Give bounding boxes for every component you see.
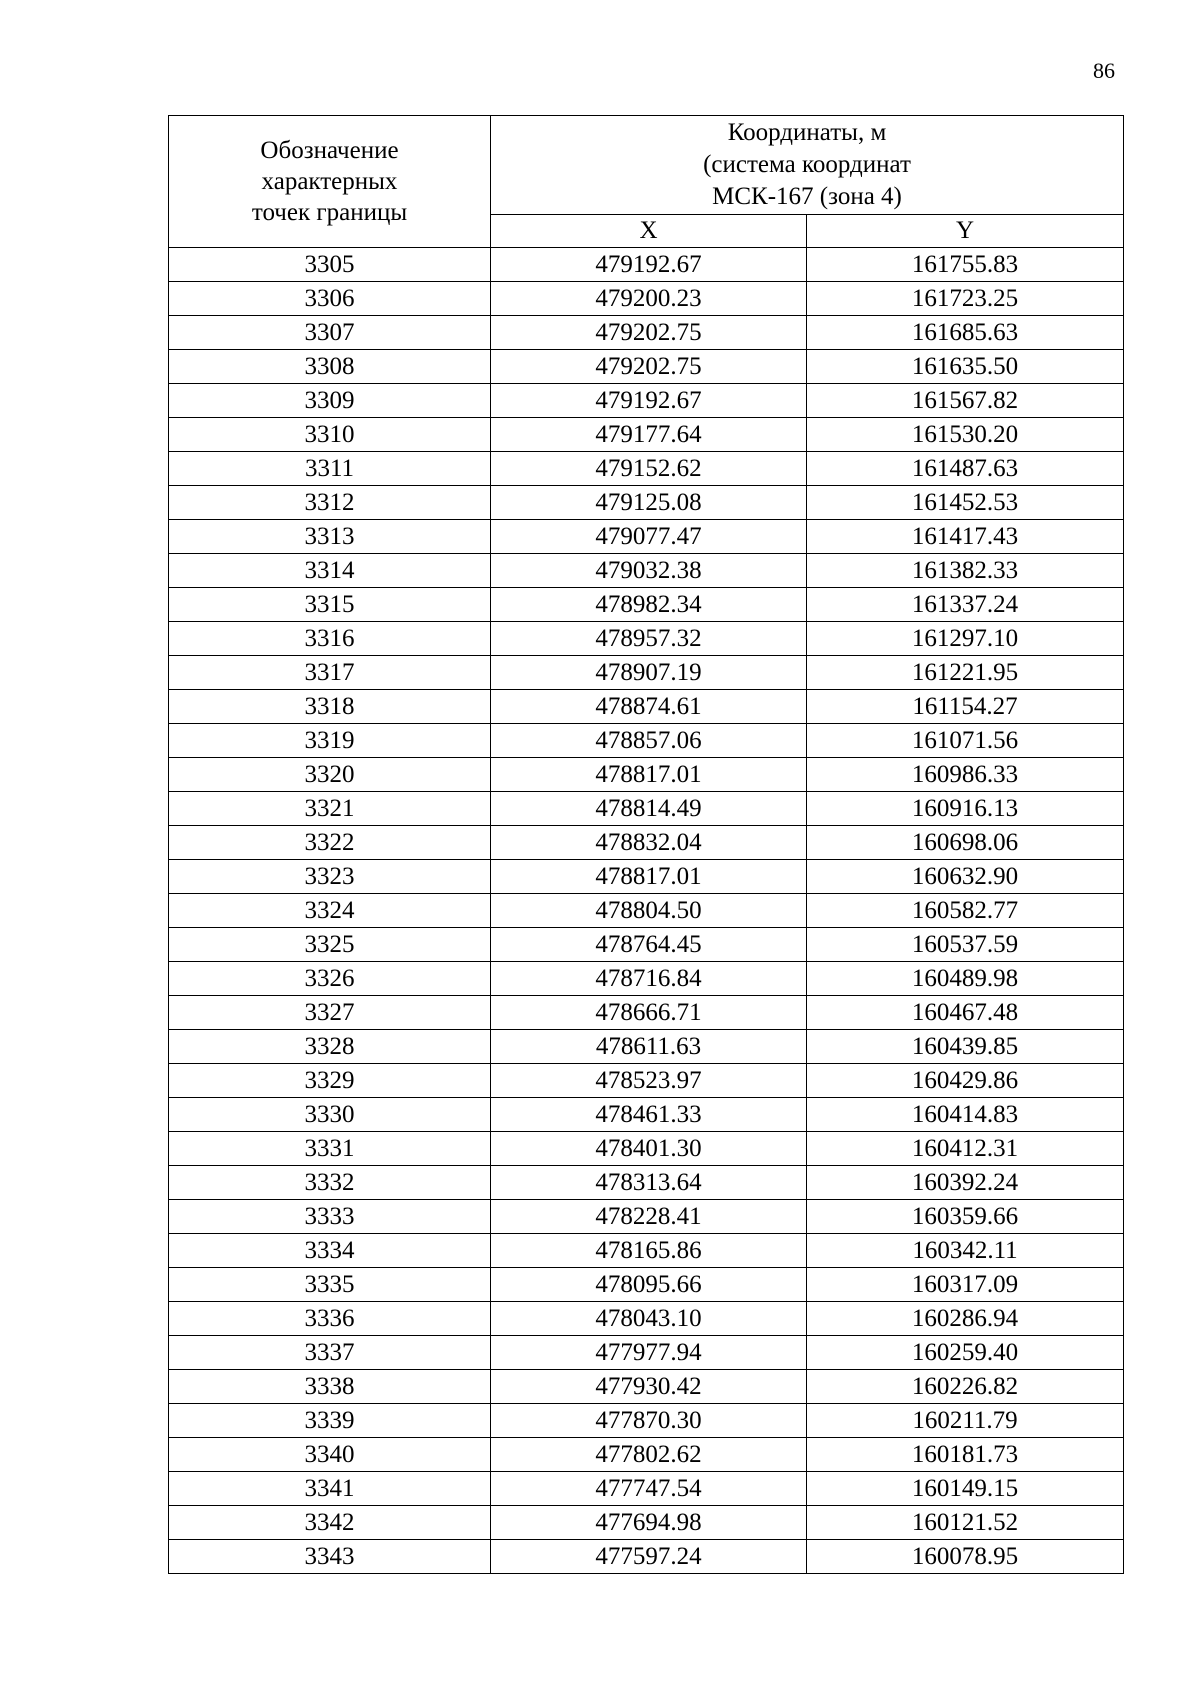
cell-y: 160359.66 <box>807 1200 1124 1234</box>
cell-point: 3338 <box>169 1370 491 1404</box>
cell-x: 478907.19 <box>491 656 807 690</box>
cell-y: 161487.63 <box>807 452 1124 486</box>
header-y: Y <box>807 215 1124 248</box>
table-row <box>169 418 1124 452</box>
cell-y: 161530.20 <box>807 418 1124 452</box>
cell-y: 160698.06 <box>807 826 1124 860</box>
cell-y: 160414.83 <box>807 1098 1124 1132</box>
cell-y: 160342.11 <box>807 1234 1124 1268</box>
cell-y: 161452.53 <box>807 486 1124 520</box>
table-row <box>169 1268 1124 1302</box>
table-row <box>169 962 1124 996</box>
table-row <box>169 1132 1124 1166</box>
cell-x: 479077.47 <box>491 520 807 554</box>
cell-point: 3305 <box>169 248 491 282</box>
table-row <box>169 452 1124 486</box>
cell-y: 160317.09 <box>807 1268 1124 1302</box>
table-row <box>169 996 1124 1030</box>
cell-y: 160537.59 <box>807 928 1124 962</box>
table-row <box>169 622 1124 656</box>
cell-y: 160412.31 <box>807 1132 1124 1166</box>
cell-y: 160181.73 <box>807 1438 1124 1472</box>
cell-x: 477802.62 <box>491 1438 807 1472</box>
cell-x: 478764.45 <box>491 928 807 962</box>
table-row <box>169 928 1124 962</box>
table-row <box>169 860 1124 894</box>
cell-point: 3330 <box>169 1098 491 1132</box>
cell-y: 161071.56 <box>807 724 1124 758</box>
cell-y: 160226.82 <box>807 1370 1124 1404</box>
cell-x: 478043.10 <box>491 1302 807 1336</box>
table-row <box>169 1064 1124 1098</box>
cell-x: 478611.63 <box>491 1030 807 1064</box>
cell-x: 478874.61 <box>491 690 807 724</box>
cell-point: 3308 <box>169 350 491 384</box>
cell-x: 479192.67 <box>491 248 807 282</box>
table-row <box>169 1370 1124 1404</box>
cell-point: 3328 <box>169 1030 491 1064</box>
cell-point: 3343 <box>169 1540 491 1574</box>
table-header <box>169 116 1124 248</box>
cell-point: 3317 <box>169 656 491 690</box>
table-row <box>169 1098 1124 1132</box>
table-row <box>169 1234 1124 1268</box>
cell-point: 3314 <box>169 554 491 588</box>
cell-x: 478957.32 <box>491 622 807 656</box>
table-row <box>169 1302 1124 1336</box>
cell-x: 478817.01 <box>491 758 807 792</box>
table-row <box>169 1404 1124 1438</box>
cell-y: 160916.13 <box>807 792 1124 826</box>
cell-x: 479200.23 <box>491 282 807 316</box>
table-body <box>169 248 1124 1574</box>
cell-x: 478313.64 <box>491 1166 807 1200</box>
header-point-designation: Обозначение характерных точек границы <box>169 116 491 248</box>
cell-point: 3325 <box>169 928 491 962</box>
cell-y: 161221.95 <box>807 656 1124 690</box>
cell-point: 3341 <box>169 1472 491 1506</box>
cell-x: 479202.75 <box>491 316 807 350</box>
cell-x: 478523.97 <box>491 1064 807 1098</box>
cell-point: 3335 <box>169 1268 491 1302</box>
cell-y: 161635.50 <box>807 350 1124 384</box>
table-row <box>169 894 1124 928</box>
cell-point: 3321 <box>169 792 491 826</box>
cell-point: 3339 <box>169 1404 491 1438</box>
cell-point: 3342 <box>169 1506 491 1540</box>
page-number: 86 <box>1093 58 1115 83</box>
table-row <box>169 826 1124 860</box>
cell-point: 3333 <box>169 1200 491 1234</box>
cell-x: 477930.42 <box>491 1370 807 1404</box>
cell-point: 3326 <box>169 962 491 996</box>
cell-x: 478804.50 <box>491 894 807 928</box>
cell-y: 160986.33 <box>807 758 1124 792</box>
cell-y: 161154.27 <box>807 690 1124 724</box>
table-row <box>169 520 1124 554</box>
cell-y: 160149.15 <box>807 1472 1124 1506</box>
cell-x: 478982.34 <box>491 588 807 622</box>
cell-point: 3332 <box>169 1166 491 1200</box>
cell-y: 161417.43 <box>807 520 1124 554</box>
cell-point: 3334 <box>169 1234 491 1268</box>
cell-x: 479125.08 <box>491 486 807 520</box>
cell-x: 477597.24 <box>491 1540 807 1574</box>
cell-x: 478095.66 <box>491 1268 807 1302</box>
cell-x: 479177.64 <box>491 418 807 452</box>
cell-point: 3313 <box>169 520 491 554</box>
table-row <box>169 656 1124 690</box>
cell-x: 479152.62 <box>491 452 807 486</box>
cell-point: 3311 <box>169 452 491 486</box>
cell-x: 478165.86 <box>491 1234 807 1268</box>
cell-point: 3309 <box>169 384 491 418</box>
cell-point: 3315 <box>169 588 491 622</box>
cell-point: 3331 <box>169 1132 491 1166</box>
cell-x: 477977.94 <box>491 1336 807 1370</box>
cell-y: 160489.98 <box>807 962 1124 996</box>
cell-y: 161723.25 <box>807 282 1124 316</box>
cell-point: 3320 <box>169 758 491 792</box>
cell-point: 3323 <box>169 860 491 894</box>
cell-x: 478814.49 <box>491 792 807 826</box>
cell-point: 3322 <box>169 826 491 860</box>
cell-y: 161297.10 <box>807 622 1124 656</box>
table-row <box>169 1166 1124 1200</box>
cell-x: 478228.41 <box>491 1200 807 1234</box>
table-row <box>169 384 1124 418</box>
cell-y: 161567.82 <box>807 384 1124 418</box>
table-row <box>169 588 1124 622</box>
cell-x: 478461.33 <box>491 1098 807 1132</box>
cell-point: 3316 <box>169 622 491 656</box>
cell-point: 3327 <box>169 996 491 1030</box>
cell-x: 477747.54 <box>491 1472 807 1506</box>
cell-y: 160121.52 <box>807 1506 1124 1540</box>
cell-x: 479202.75 <box>491 350 807 384</box>
cell-point: 3312 <box>169 486 491 520</box>
cell-y: 160632.90 <box>807 860 1124 894</box>
cell-x: 478817.01 <box>491 860 807 894</box>
table-row <box>169 758 1124 792</box>
table-row <box>169 282 1124 316</box>
cell-x: 477870.30 <box>491 1404 807 1438</box>
cell-point: 3329 <box>169 1064 491 1098</box>
table-row <box>169 1472 1124 1506</box>
cell-point: 3319 <box>169 724 491 758</box>
cell-x: 479192.67 <box>491 384 807 418</box>
cell-point: 3324 <box>169 894 491 928</box>
cell-x: 478666.71 <box>491 996 807 1030</box>
cell-y: 160078.95 <box>807 1540 1124 1574</box>
table-row <box>169 1200 1124 1234</box>
cell-y: 160211.79 <box>807 1404 1124 1438</box>
table-row <box>169 1030 1124 1064</box>
table-row <box>169 724 1124 758</box>
cell-y: 160429.86 <box>807 1064 1124 1098</box>
table-row <box>169 1336 1124 1370</box>
cell-y: 161382.33 <box>807 554 1124 588</box>
cell-x: 478401.30 <box>491 1132 807 1166</box>
cell-y: 160259.40 <box>807 1336 1124 1370</box>
cell-x: 478716.84 <box>491 962 807 996</box>
cell-point: 3337 <box>169 1336 491 1370</box>
table-row <box>169 316 1124 350</box>
cell-point: 3340 <box>169 1438 491 1472</box>
table-row <box>169 792 1124 826</box>
cell-y: 160439.85 <box>807 1030 1124 1064</box>
cell-y: 160286.94 <box>807 1302 1124 1336</box>
cell-y: 160582.77 <box>807 894 1124 928</box>
cell-point: 3306 <box>169 282 491 316</box>
table-row <box>169 1506 1124 1540</box>
cell-x: 477694.98 <box>491 1506 807 1540</box>
cell-point: 3310 <box>169 418 491 452</box>
table-row <box>169 554 1124 588</box>
header-x: X <box>491 215 807 248</box>
header-coordinates: Координаты, м (система координат МСК-167 (зона 4) <box>491 116 1124 215</box>
cell-x: 478832.04 <box>491 826 807 860</box>
cell-point: 3307 <box>169 316 491 350</box>
cell-x: 478857.06 <box>491 724 807 758</box>
cell-x: 479032.38 <box>491 554 807 588</box>
cell-y: 161337.24 <box>807 588 1124 622</box>
table-row <box>169 1438 1124 1472</box>
table-row <box>169 248 1124 282</box>
cell-y: 160392.24 <box>807 1166 1124 1200</box>
table-row <box>169 690 1124 724</box>
cell-y: 161755.83 <box>807 248 1124 282</box>
cell-y: 161685.63 <box>807 316 1124 350</box>
coordinates-table <box>168 115 1124 1574</box>
cell-point: 3318 <box>169 690 491 724</box>
cell-point: 3336 <box>169 1302 491 1336</box>
cell-y: 160467.48 <box>807 996 1124 1030</box>
table-row <box>169 350 1124 384</box>
table-row <box>169 1540 1124 1574</box>
table-row <box>169 486 1124 520</box>
